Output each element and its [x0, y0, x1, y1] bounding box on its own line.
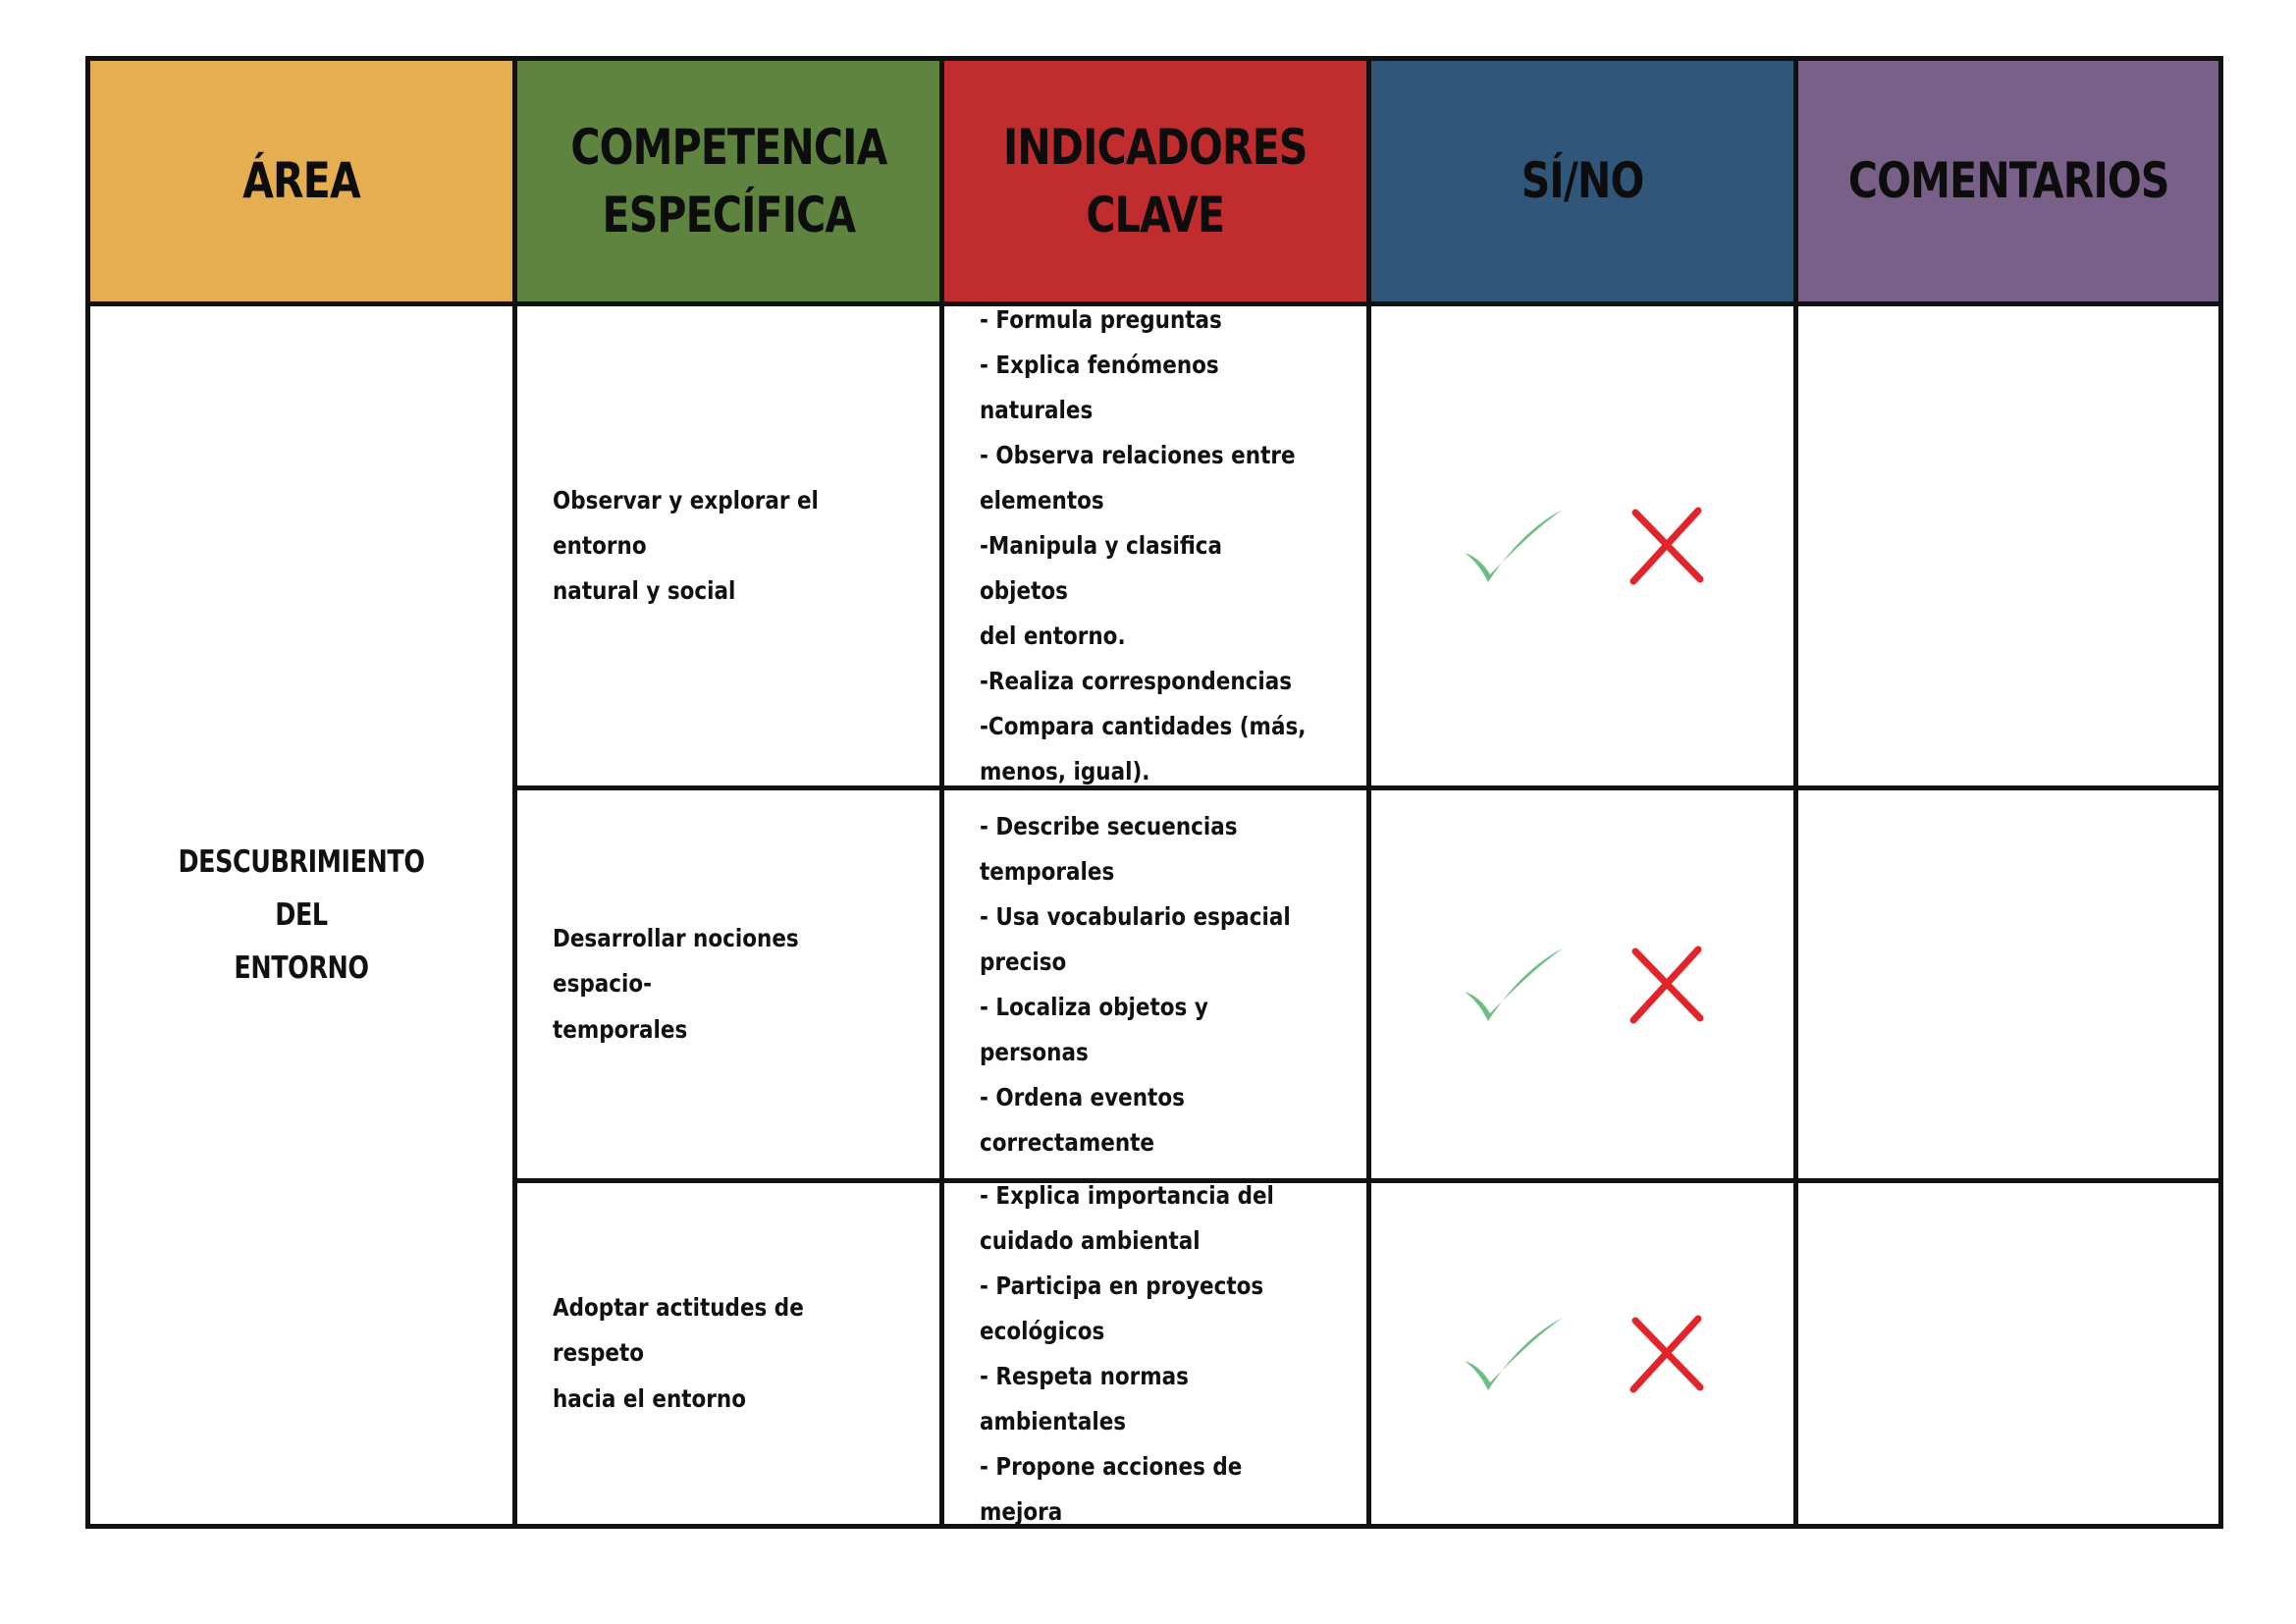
header-sino-label: SÍ/NO — [1521, 152, 1644, 209]
header-area — [90, 61, 517, 306]
indicador-item: -Realiza correspondencias — [980, 667, 1293, 695]
check-icon[interactable] — [1459, 943, 1569, 1027]
header-competencia-label: COMPETENCIA ESPECÍFICA — [569, 118, 887, 244]
indicador-item: -Compara cantidades (más, menos, igual). — [980, 712, 1307, 785]
comentario-cell[interactable] — [1798, 790, 2218, 1183]
check-icon[interactable] — [1459, 504, 1569, 588]
indicador-item: -Manipula y clasifica objetos del entorno. — [980, 531, 1223, 650]
competencia-cell — [517, 1183, 944, 1524]
indicador-item: - Localiza objetos y personas — [980, 992, 1208, 1066]
sino-cell — [1371, 1183, 1798, 1524]
comentario-cell[interactable] — [1798, 1183, 2218, 1524]
indicador-item: - Respeta normas ambientales — [980, 1361, 1189, 1435]
indicador-item: - Describe secuencias temporales — [980, 811, 1238, 886]
evaluation-table — [85, 56, 2223, 1529]
header-indicadores — [944, 61, 1371, 306]
indicadores-list — [980, 1173, 1308, 1535]
header-sino — [1371, 61, 1798, 306]
indicadores-list — [980, 804, 1308, 1165]
indicadores-cell — [944, 1180, 1371, 1526]
cross-icon[interactable] — [1628, 505, 1706, 587]
area-cell — [90, 306, 517, 1524]
header-indicadores-label: INDICADORES CLAVE — [1003, 118, 1308, 244]
sino-cell — [1371, 306, 1798, 790]
indicador-item: - Observa relaciones entre elementos — [980, 441, 1296, 514]
indicadores-cell — [944, 790, 1371, 1183]
indicador-item: - Participa en proyectos ecológicos — [980, 1271, 1264, 1345]
area-label: DESCUBRIMIENTO DEL ENTORNO — [178, 843, 425, 987]
indicador-item: - Usa vocabulario espacial preciso — [980, 901, 1291, 976]
competencia-text: Adoptar actitudes de respeto hacia el entorno — [553, 1293, 804, 1413]
competencia-cell — [517, 306, 944, 790]
header-comentarios — [1798, 61, 2218, 306]
indicador-item: - Ordena eventos correctamente — [980, 1082, 1185, 1157]
indicador-item: - Formula preguntas — [980, 305, 1222, 334]
sino-cell — [1371, 790, 1798, 1183]
competencia-text: Desarrollar nociones espacio- temporales — [553, 924, 799, 1044]
indicadores-list — [980, 298, 1308, 794]
competencia-cell — [517, 790, 944, 1183]
check-icon[interactable] — [1459, 1312, 1569, 1396]
competencia-text: Observar y explorar el entorno natural y social — [553, 485, 819, 606]
indicador-item: - Explica importancia del cuidado ambiental — [980, 1180, 1274, 1255]
comentario-cell[interactable] — [1798, 306, 2218, 790]
cross-icon[interactable] — [1628, 1313, 1706, 1395]
header-competencia — [517, 61, 944, 306]
header-comentarios-label: COMENTARIOS — [1847, 152, 2169, 209]
indicadores-cell — [944, 306, 1371, 790]
indicador-item: - Propone acciones de mejora — [980, 1451, 1243, 1526]
header-area-label: ÁREA — [242, 152, 360, 209]
indicador-item: - Explica fenómenos naturales — [980, 351, 1219, 424]
cross-icon[interactable] — [1628, 944, 1706, 1026]
